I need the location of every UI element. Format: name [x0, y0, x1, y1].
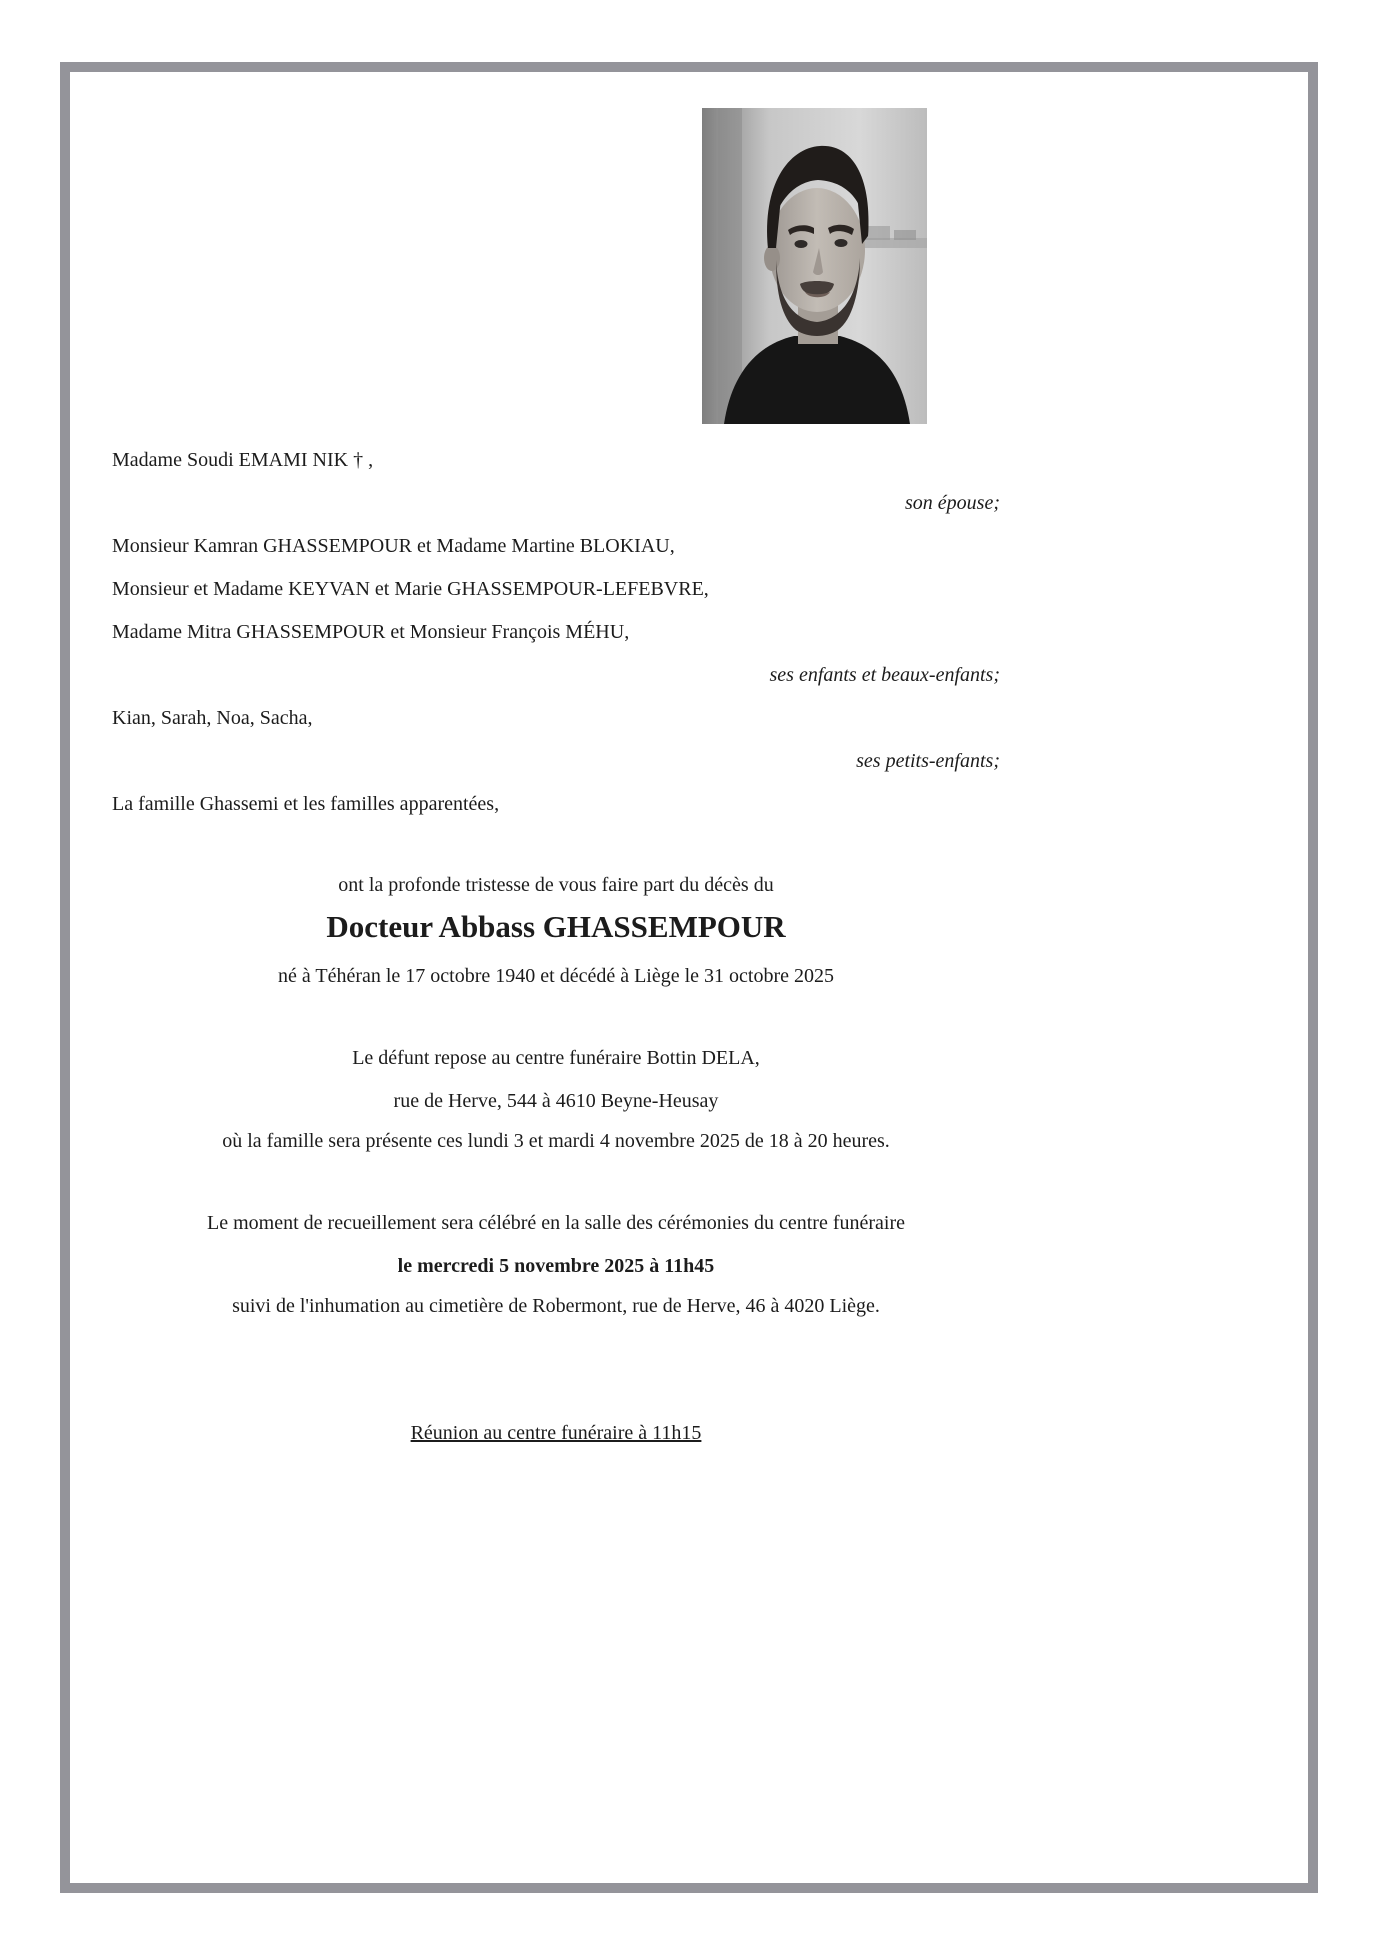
ceremony-intro: Le moment de recueillement sera célébré en la salle des cérémonies du centre funéraire — [207, 1212, 905, 1234]
child-line-1: Monsieur Kamran GHASSEMPOUR et Madame Martine BLOKIAU, — [112, 535, 675, 557]
spouse-relation-label: son épouse; — [905, 492, 1000, 514]
spouse-line: Madame Soudi EMAMI NIK † , — [112, 449, 374, 471]
life-dates: né à Téhéran le 17 octobre 1940 et décédé à Liège le 31 octobre 2025 — [277, 965, 835, 987]
announcement-intro: ont la profonde tristesse de vous faire part du décès du — [338, 874, 774, 896]
child-line-3: Madame Mitra GHASSEMPOUR et Monsieur François MÉHU, — [112, 621, 630, 643]
child-line-2: Monsieur et Madame KEYVAN et Marie GHASSEMPOUR-LEFEBVRE, — [112, 578, 709, 600]
portrait-photo-illustration — [702, 108, 927, 424]
children-relation-label: ses enfants et beaux-enfants; — [769, 664, 1000, 686]
deceased-name: Docteur Abbass GHASSEMPOUR — [326, 909, 786, 944]
ceremony-datetime: le mercredi 5 novembre 2025 à 11h45 — [397, 1255, 715, 1277]
repose-line-3: où la famille sera présente ces lundi 3 et mardi 4 novembre 2025 de 18 à 20 heures. — [222, 1130, 890, 1152]
repose-line-1: Le défunt repose au centre funéraire Bottin DELA, — [352, 1047, 760, 1069]
meeting-line: Réunion au centre funéraire à 11h15 — [410, 1422, 702, 1444]
repose-line-2: rue de Herve, 544 à 4610 Beyne-Heusay — [393, 1090, 719, 1112]
obituary-text — [112, 450, 1000, 1444]
grandchildren-line: Kian, Sarah, Noa, Sacha, — [112, 707, 313, 729]
portrait-photo — [702, 108, 927, 424]
grandchildren-relation-label: ses petits-enfants; — [856, 750, 1000, 772]
burial-line: suivi de l'inhumation au cimetière de Robermont, rue de Herve, 46 à 4020 Liège. — [232, 1295, 880, 1317]
family-line: La famille Ghassemi et les familles apparentées, — [112, 793, 500, 815]
